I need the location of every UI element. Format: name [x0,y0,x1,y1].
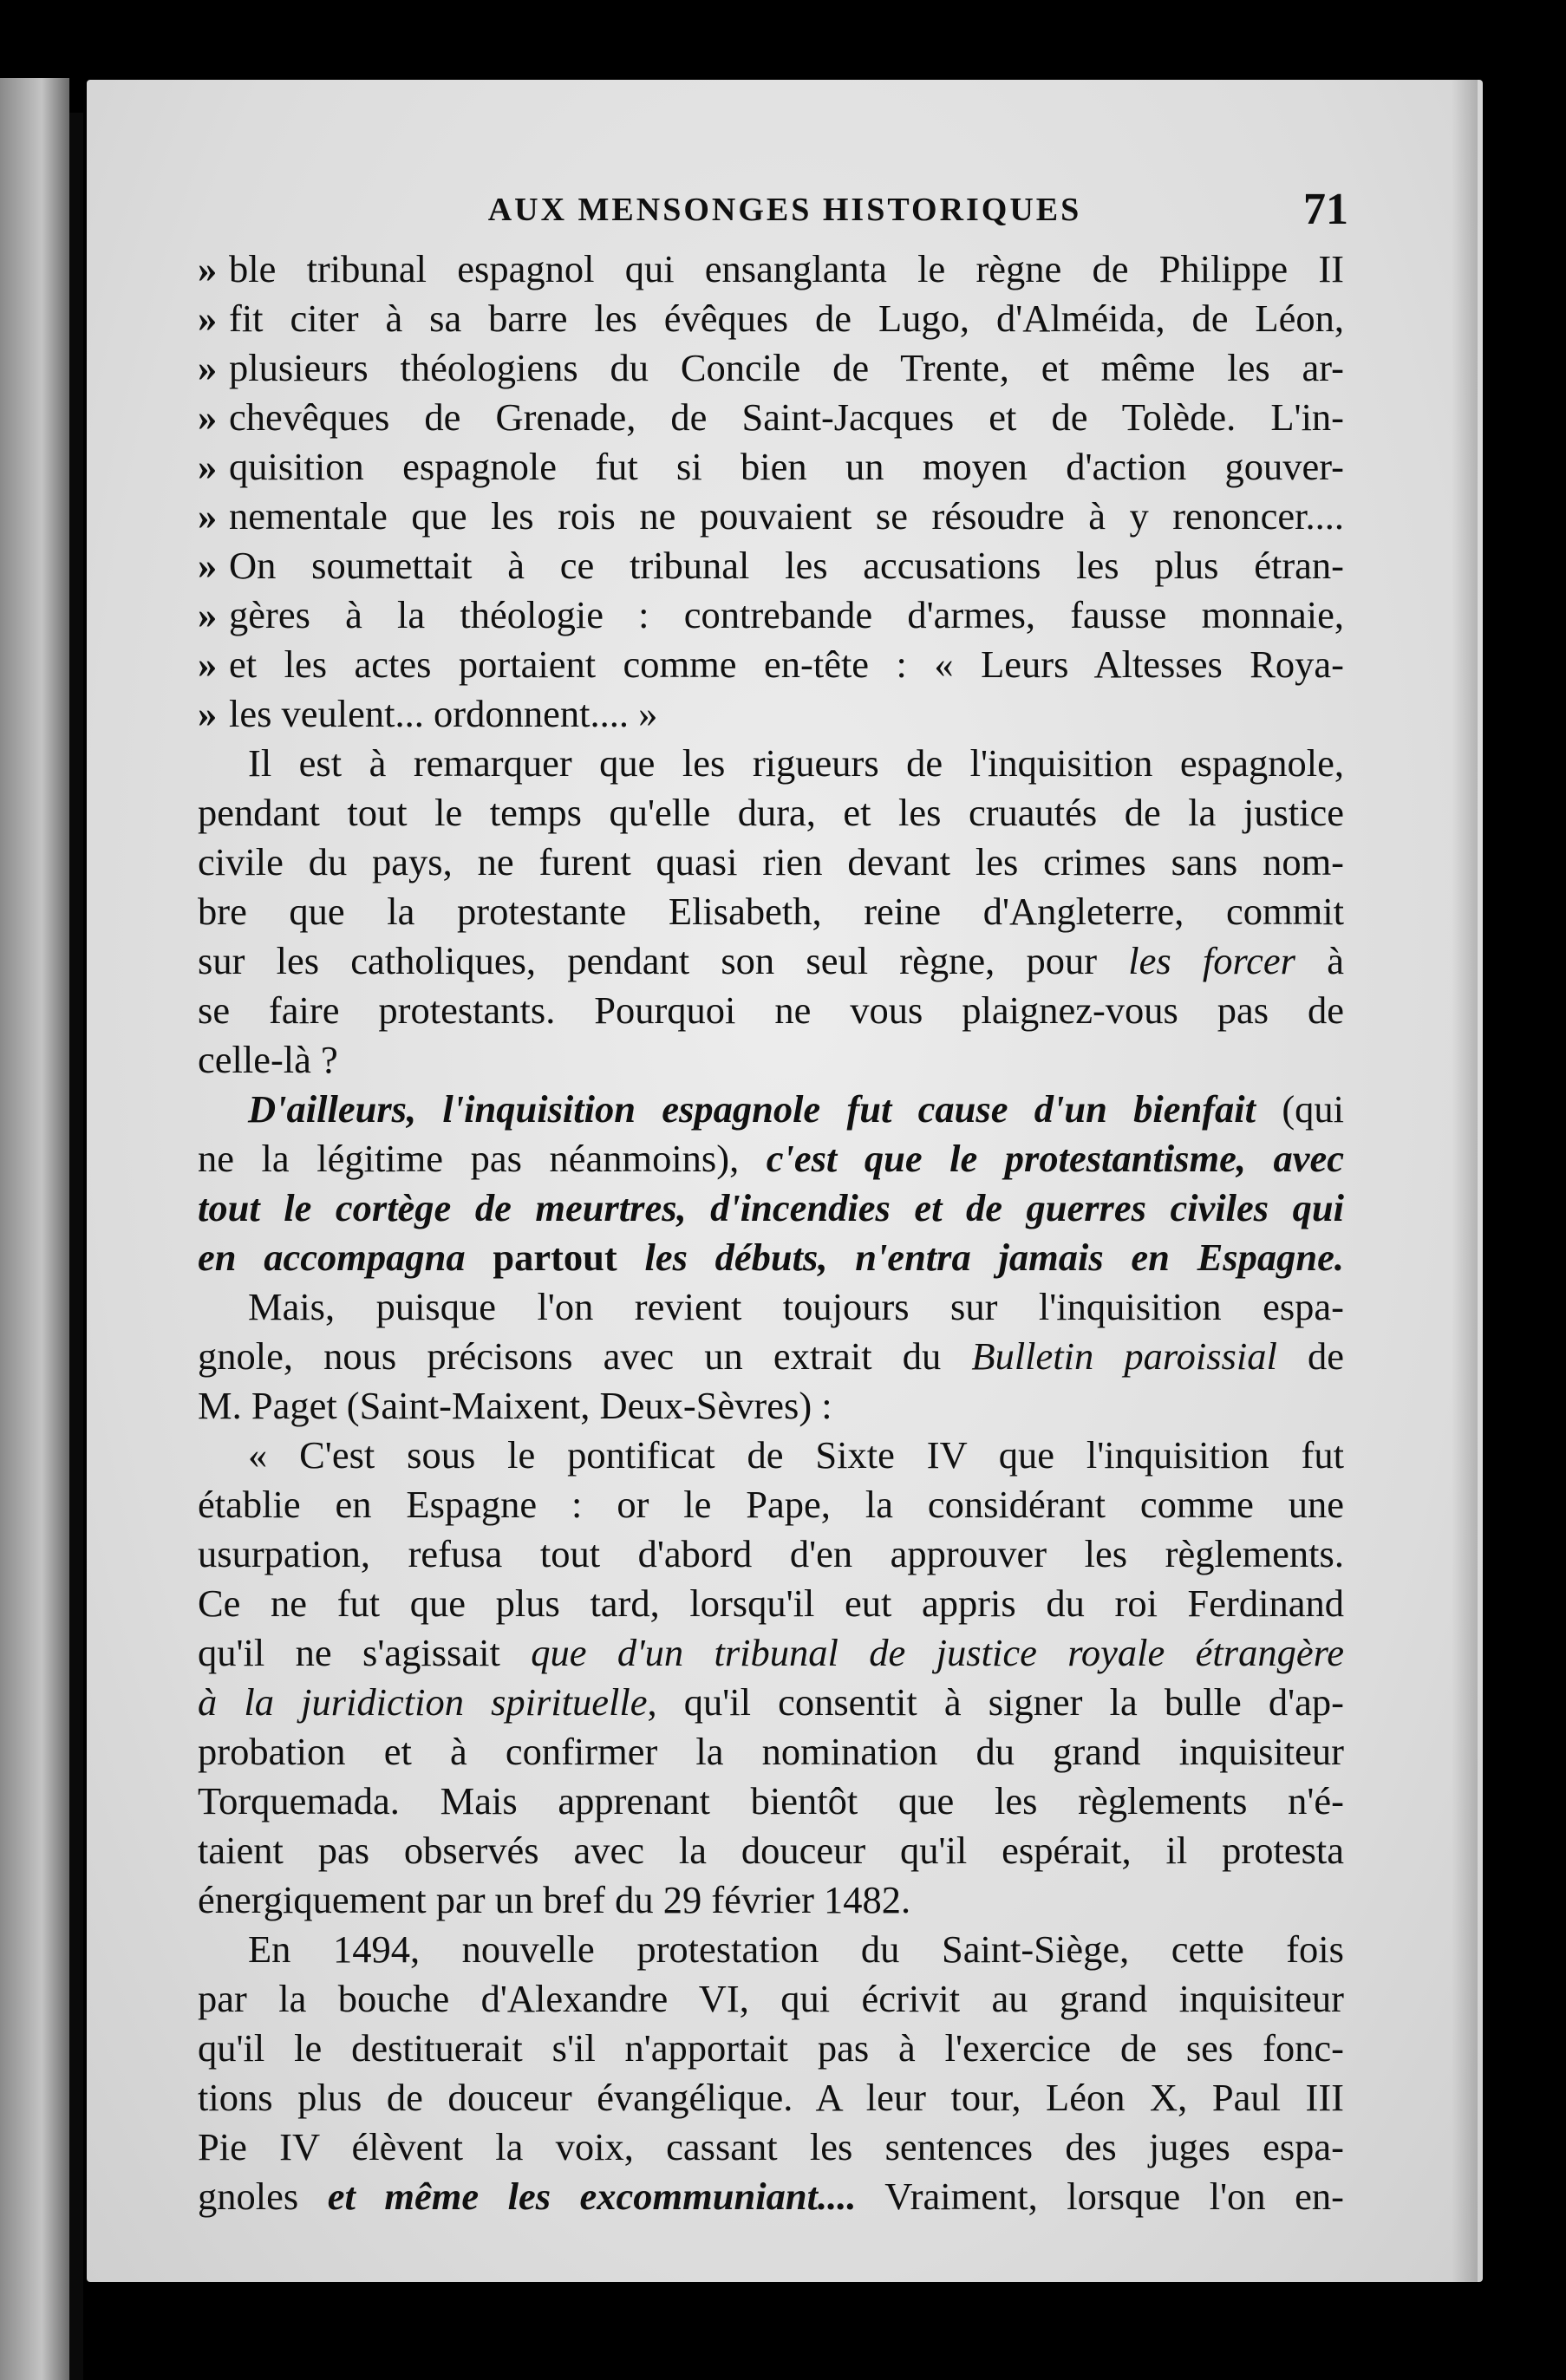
text-line: Mais, puisque l'on revient toujours sur l'inquisition espa- [248,1285,1344,1328]
page [87,80,1483,2282]
line-text: (qui [1256,1087,1344,1131]
text-line: M. Paget (Saint-Maixent, Deux-Sèvres) : [198,1384,832,1427]
quote-mark: » [198,593,218,636]
bold-italic-text: en accompagna [198,1236,466,1279]
text-line [198,1134,1344,1183]
line-text: ble tribunal espagnol qui ensanglanta le règne de Philippe II [229,247,1344,290]
line-text: gnoles [198,2175,328,2218]
running-head: AUX MENSONGES HISTORIQUES [487,192,1082,228]
text-line: par la bouche d'Alexandre VI, qui écrivit au grand inquisiteur [198,1977,1344,2020]
italic-text: à la juridiction spirituelle [198,1680,648,1724]
line-text: nementale que les rois ne pouvaient se résoudre à y renoncer.... [229,494,1344,538]
text-line [198,492,1344,541]
text-line [198,541,1344,590]
bold-text: partout [465,1236,645,1279]
text-line: établie en Espagne : or le Pape, la considérant comme une [198,1483,1344,1526]
book-gutter [69,113,83,2380]
line-text: Vraiment, lorsque l'on en- [856,2175,1344,2218]
bold-italic-text: D'ailleurs, l'inquisition espagnole fut cause d'un bienfait [248,1087,1256,1131]
quote-mark: » [198,346,218,389]
text-line: Il est à remarquer que les rigueurs de l'inquisition espagnole, [248,741,1344,785]
text-line: se faire protestants. Pourquoi ne vous plaignez-vous pas de [198,988,1344,1032]
text-line: civile du pays, ne furent quasi rien devant les crimes sans nom- [198,840,1344,884]
bold-italic-text: tout le cortège de meurtres, d'incendies et de guerres civiles qui [198,1186,1344,1229]
line-text: et les actes portaient comme en-tête : « Leurs Altesses Roya- [229,642,1344,686]
italic-text: que d'un tribunal de justice royale étrangère [531,1631,1344,1674]
text-line [198,1183,1344,1233]
page-body [198,245,1344,2221]
line-text: On soumettait à ce tribunal les accusations les plus étran- [229,544,1344,587]
text-line [198,640,1344,689]
text-line: En 1494, nouvelle protestation du Saint-Siège, cette fois [248,1927,1344,1971]
text-line [198,442,1344,492]
text-line: énergiquement par un bref du 29 février 1482. [198,1878,911,1921]
text-line: taient pas observés avec la douceur qu'il espérait, il protesta [198,1829,1344,1872]
text-line [198,590,1344,640]
line-text: fit citer à sa barre les évêques de Lugo, d'Alméida, de Léon, [229,297,1344,340]
line-text: de [1276,1334,1344,1378]
line-text: ne la légitime pas néanmoins), [198,1137,767,1180]
line-text: qu'il ne s'agissait [198,1631,532,1674]
page-shadow [1452,80,1478,2282]
text-line: qu'il le destituerait s'il n'apportait pas à l'exercice de ses fonc- [198,2026,1344,2070]
quote-mark: » [198,642,218,686]
text-line [198,1678,1344,1727]
quote-mark: » [198,445,218,488]
line-text: gères à la théologie : contrebande d'armes, fausse monnaie, [229,593,1344,636]
text-line [198,393,1344,442]
line-text: les veulent... ordonnent.... » [229,692,658,735]
text-line: « C'est sous le pontificat de Sixte IV que l'inquisition fut [248,1433,1344,1477]
bold-italic-text: et même les excommuniant.... [327,2175,857,2218]
line-text: sur les catholiques, pendant son seul règne, pour [198,939,1129,982]
line-text: à [1295,939,1344,982]
line-text: gnole, nous précisons avec un extrait du [198,1334,972,1378]
line-text: plusieurs théologiens du Concile de Trente, et même les ar- [229,346,1344,389]
quote-mark: » [198,692,218,735]
bold-italic-text: c'est que le protestantisme, avec [766,1137,1344,1180]
text-line [198,294,1344,343]
italic-text: Bulletin paroissial [971,1334,1277,1378]
text-line: usurpation, refusa tout d'abord d'en approuver les règlements. [198,1532,1344,1575]
quote-mark: » [198,494,218,538]
page-header [87,184,1483,236]
text-line [198,343,1344,393]
text-line [198,689,1344,739]
bold-italic-text: les débuts, n'entra jamais en Espagne. [644,1236,1344,1279]
quote-mark: » [198,544,218,587]
quote-mark: » [198,395,218,439]
line-text: chevêques de Grenade, de Saint-Jacques et de Tolède. L'in- [229,395,1344,439]
text-line [198,1233,1344,1282]
text-line [198,1628,1344,1678]
text-line [198,1085,1344,1134]
text-line: pendant tout le temps qu'elle dura, et les cruautés de la justice [198,791,1344,834]
text-line [198,2172,1344,2221]
text-line: Torquemada. Mais apprenant bientôt que les règlements n'é- [198,1779,1344,1822]
italic-text: les forcer [1128,939,1296,982]
text-line: celle-là ? [198,1038,338,1081]
text-line [198,936,1344,986]
text-line: probation et à confirmer la nomination du grand inquisiteur [198,1730,1344,1773]
text-line: Pie IV élèvent la voix, cassant les sentences des juges espa- [198,2125,1344,2168]
text-line [198,1332,1344,1381]
text-line: bre que la protestante Elisabeth, reine d'Angleterre, commit [198,890,1344,933]
line-text: quisition espagnole fut si bien un moyen d'action gouver- [229,445,1344,488]
quote-mark: » [198,247,218,290]
text-line: Ce ne fut que plus tard, lorsqu'il eut appris du roi Ferdinand [198,1581,1344,1625]
quote-mark: » [198,297,218,340]
text-line [198,245,1344,294]
text-line: tions plus de douceur évangélique. A leur tour, Léon X, Paul III [198,2076,1344,2119]
facing-page-edge [0,78,69,2380]
page-number: 71 [1303,185,1348,234]
line-text: , qu'il consentit à signer la bulle d'ap- [647,1680,1344,1724]
